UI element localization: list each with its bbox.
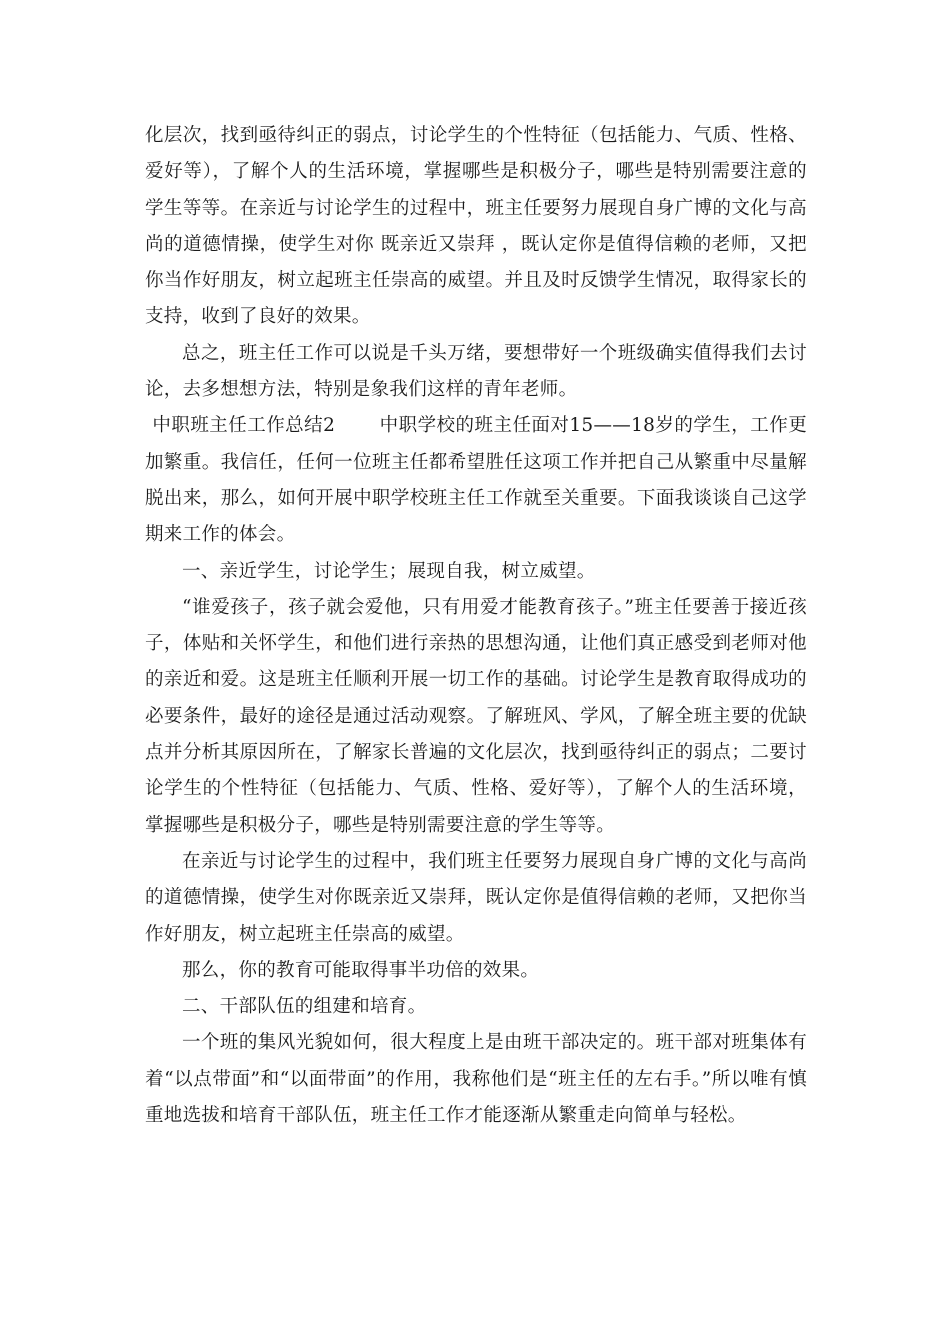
paragraph-class-cadres: 一个班的集风光貌如何，很大程度上是由班干部决定的。班干部对班集体有着“以点带面”和“以面带面”的作用，我称他们是“班主任的左右手。”所以唯有慎重地选拔和培育干部队伍，班主任工作才能逐渐从繁重走向简单与轻松。 <box>145 1032 807 1127</box>
section-heading-two: 二、干部队伍的组建和培育。 <box>182 996 427 1018</box>
paragraph-teacher-image: 在亲近与讨论学生的过程中，我们班主任要努力展现自身广博的文化与高尚的道德情操，使学生对你既亲近又崇拜，既认定你是值得信赖的老师，又把你当作好朋友，树立起班主任崇高的威望。 <box>145 850 807 945</box>
paragraph-love-students: “谁爱孩子，孩子就会爱他，只有用爱才能教育孩子。”班主任要善于接近孩子，体贴和关怀学生，和他们进行亲热的思想沟通，让他们真正感受到老师对他的亲近和爱。这是班主任顺利开展一切工作的基础。讨论学生是教育取得成功的必要条件，最好的途径是通过活动观察。了解班风、学风，了解全班主要的优缺点并分析其原因所在，了解家长普遍的文化层次，找到亟待纠正的弱点；二要讨论学生的个性特征（包括能力、气质、性格、爱好等），了解个人的生活环境，掌握哪些是积极分子，哪些是特别需要注意的学生等等。 <box>145 596 807 836</box>
paragraph-summary: 总之，班主任工作可以说是千头万绪，要想带好一个班级确实值得我们去讨论，去多想想方法，特别是象我们这样的青年老师。 <box>145 342 807 401</box>
paragraph-effect: 那么，你的教育可能取得事半功倍的效果。 <box>182 959 540 981</box>
paragraph-section-title-intro: 中职班主任工作总结2 中职学校的班主任面对15——18岁的学生，工作更加繁重。我信任，任何一位班主任都希望胜任这项工作并把自己从繁重中尽量解脱出来，那么，如何开展中职学校班主任工作就至关重要。下面我谈谈自己这学期来工作的体会。 <box>145 415 807 546</box>
document-body <box>145 118 807 1134</box>
section-heading-one: 一、亲近学生，讨论学生；展现自我，树立威望。 <box>182 560 596 582</box>
paragraph-continued-intro: 化层次，找到亟待纠正的弱点，讨论学生的个性特征（包括能力、气质、性格、爱好等），了解个人的生活环境，掌握哪些是积极分子，哪些是特别需要注意的学生等等。在亲近与讨论学生的过程中，班主任要努力展现自身广博的文化与高尚的道德情操，使学生对你 既亲近又崇拜 ，既认定你是值得信赖的老师，又把你当作好朋友，树立起班主任崇高的威望。并且及时反馈学生情况，取得家长的支持，收到了良好的效果。 <box>145 125 807 328</box>
